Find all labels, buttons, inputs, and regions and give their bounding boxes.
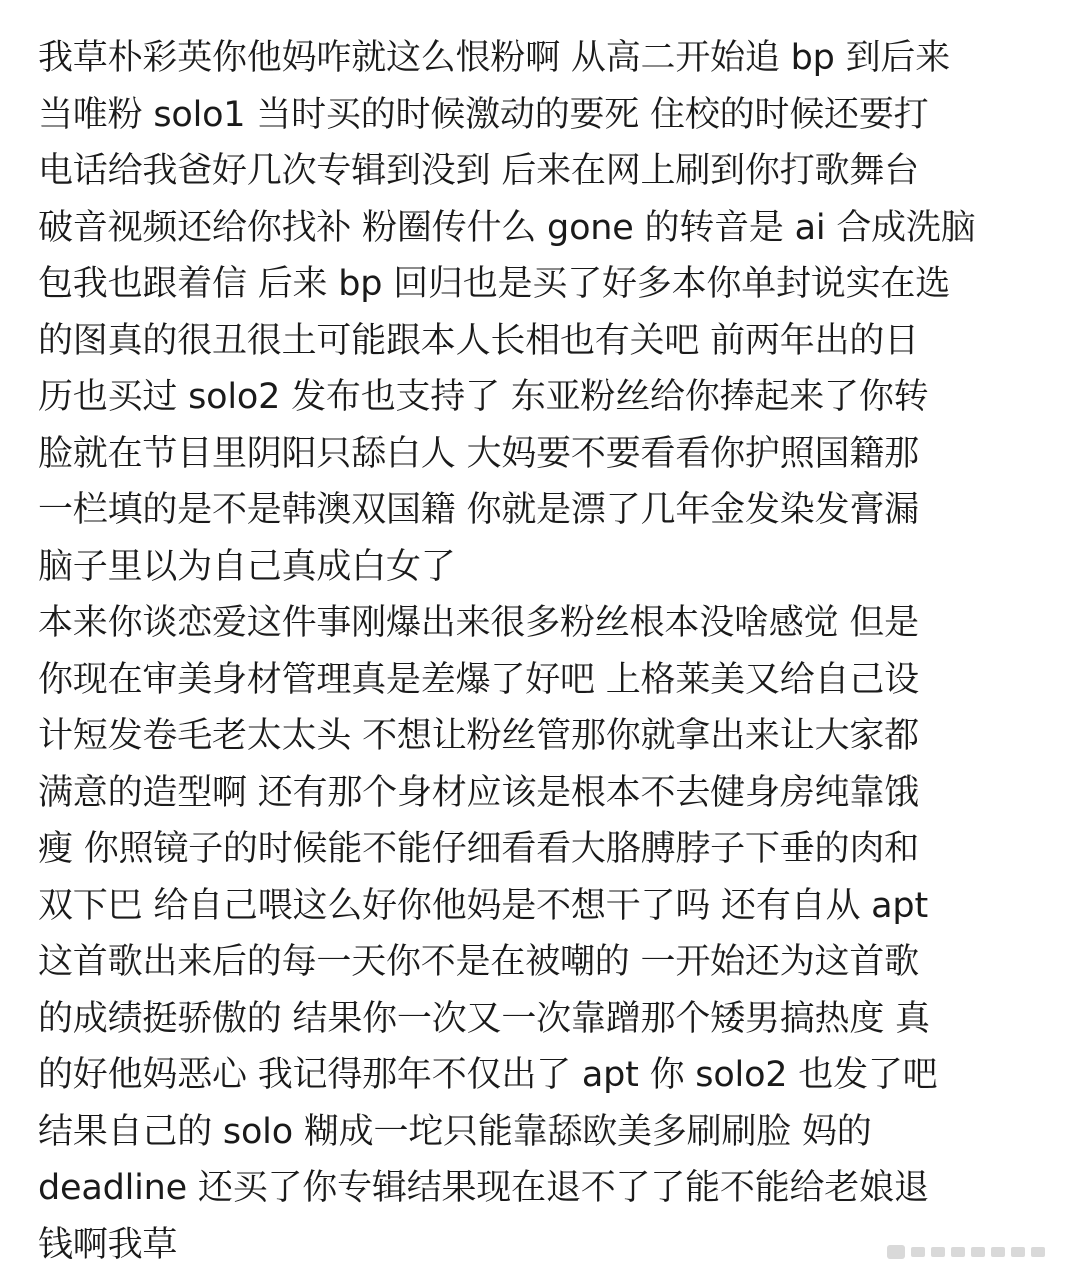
post-line: 计短发卷毛老太太头 不想让粉丝管那你就拿出来让大家都 xyxy=(38,716,919,756)
post-line: 结果自己的 solo 糊成一坨只能靠舔欧美多刷刷脸 妈的 xyxy=(38,1111,872,1152)
watermark-logo-icon xyxy=(885,1239,1055,1265)
post-line: 一栏填的是不是韩澳双国籍 你就是漂了几年金发染发膏漏 xyxy=(38,490,919,530)
post-line: 脸就在节目里阴阳只舔白人 大妈要不要看看你护照国籍那 xyxy=(38,433,919,474)
post-line: 双下巴 给自己喂这么好你他妈是不想干了吗 还有自从 apt xyxy=(38,885,928,926)
post-line: 这首歌出来后的每一天你不是在被嘲的 一开始还为这首歌 xyxy=(38,942,919,982)
post-line: 破音视频还给你找补 粉圈传什么 gone 的转音是 ai 合成洗脑 xyxy=(38,207,976,248)
post-line: 钱啊我草 xyxy=(38,1224,178,1265)
post-line: 当唯粉 solo1 当时买的时候激动的要死 住校的时候还要打 xyxy=(38,94,929,135)
post-line: 包我也跟着信 后来 bp 回归也是买了好多本你单封说实在选 xyxy=(38,264,951,304)
post-line: 瘦 你照镜子的时候能不能仔细看看大胳膊脖子下垂的肉和 xyxy=(38,829,919,869)
post-line: 的好他妈恶心 我记得那年不仅出了 apt 你 solo2 也发了吧 xyxy=(38,1055,938,1095)
post-line: 我草朴彩英你他妈咋就这么恨粉啊 从高二开始追 bp 到后来 xyxy=(38,38,951,78)
post-line: 你现在审美身材管理真是差爆了好吧 上格莱美又给自己设 xyxy=(38,659,919,700)
post-line: 的成绩挺骄傲的 结果你一次又一次靠蹭那个矮男搞热度 真 xyxy=(38,998,930,1039)
post-line: 脑子里以为自己真成白女了 xyxy=(38,546,456,587)
post-line: 本来你谈恋爱这件事刚爆出来很多粉丝根本没啥感觉 但是 xyxy=(38,603,919,643)
post-line: 的图真的很丑很土可能跟本人长相也有关吧 前两年出的日 xyxy=(38,320,919,361)
post-line: 满意的造型啊 还有那个身材应该是根本不去健身房纯靠饿 xyxy=(38,772,919,813)
watermark xyxy=(885,1238,1055,1266)
post-line: 电话给我爸好几次专辑到没到 后来在网上刷到你打歌舞台 xyxy=(38,151,919,191)
post-text-block xyxy=(38,30,1048,1273)
post-line: 历也买过 solo2 发布也支持了 东亚粉丝给你捧起来了你转 xyxy=(38,377,929,417)
post-line: deadline 还买了你专辑结果现在退不了了能不能给老娘退 xyxy=(38,1168,929,1208)
